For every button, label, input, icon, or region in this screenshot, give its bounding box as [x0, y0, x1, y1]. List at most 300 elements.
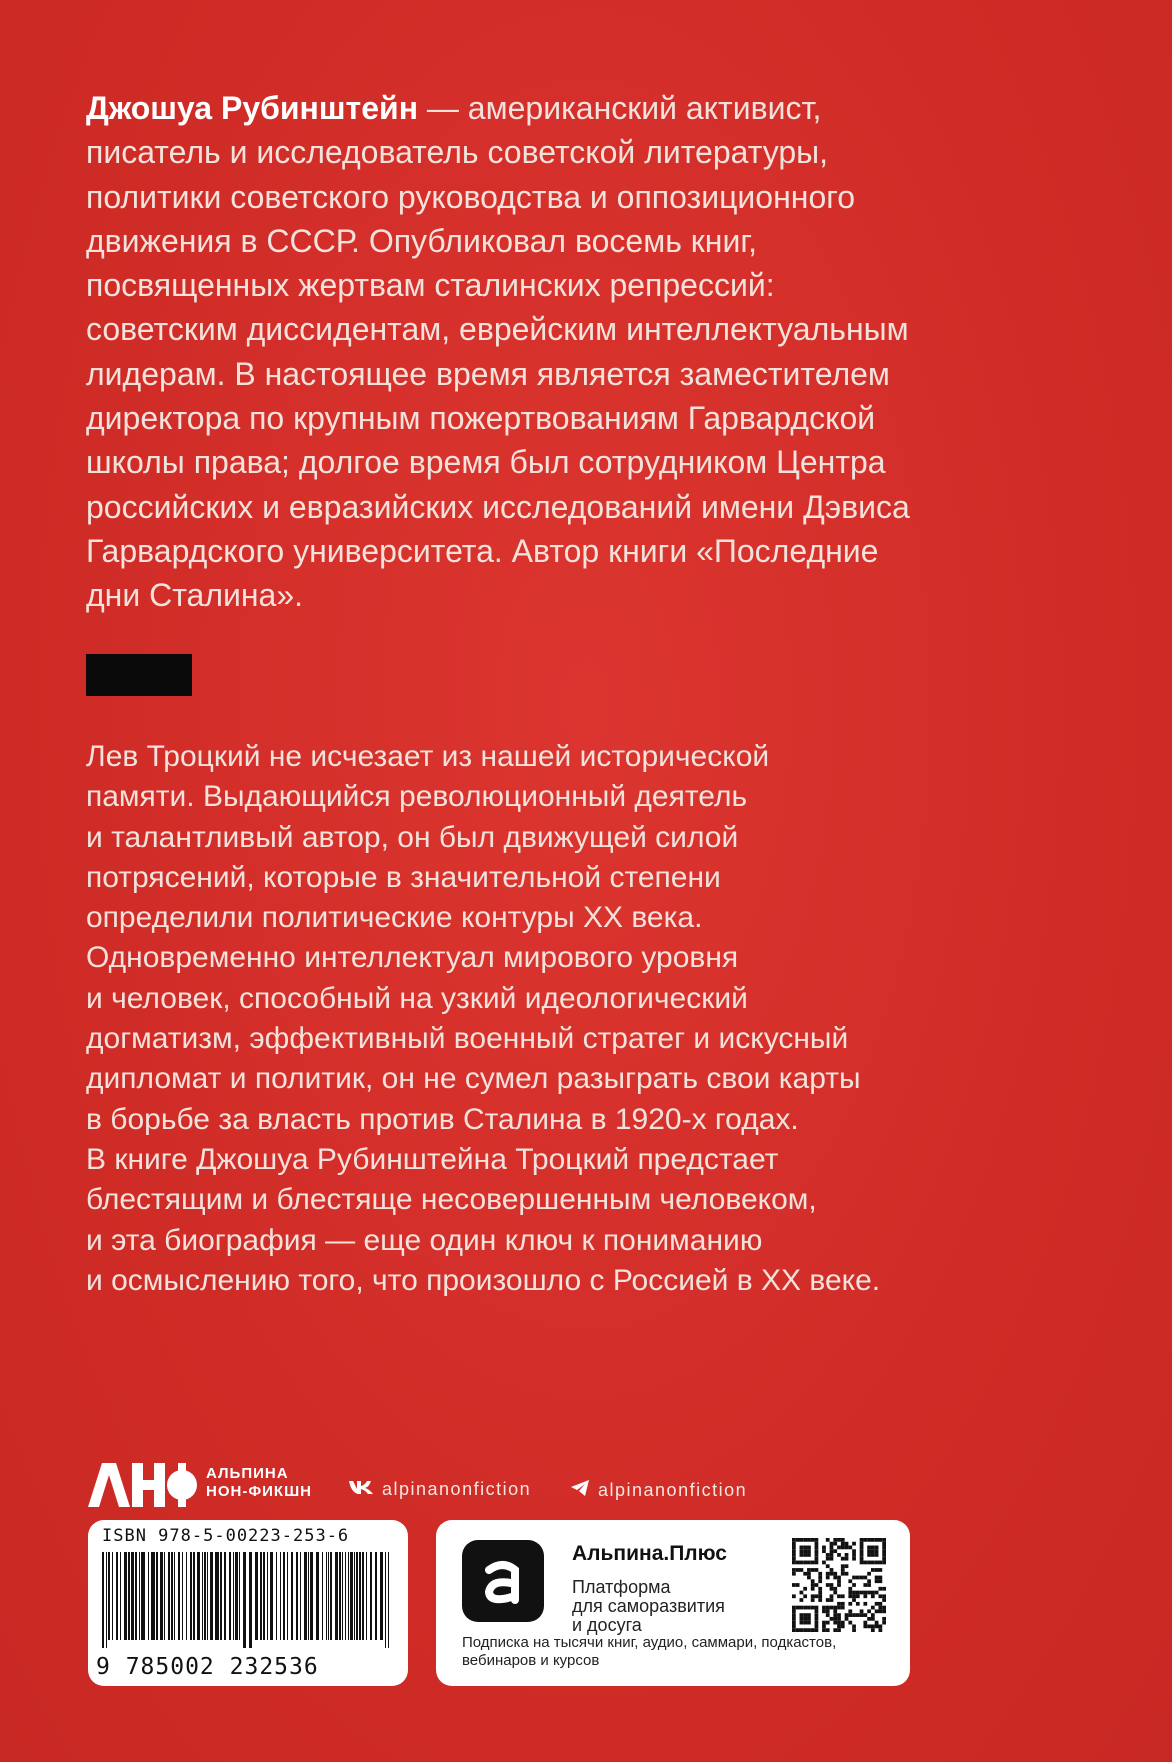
- telegram-icon: [570, 1479, 590, 1502]
- qr-module: [878, 1628, 882, 1632]
- qr-module: [878, 1538, 882, 1542]
- qr-module: [822, 1621, 826, 1625]
- barcode-bar: [128, 1552, 130, 1640]
- barcode-bar: [350, 1552, 353, 1640]
- qr-module: [796, 1628, 800, 1632]
- vk-handle: alpinanonfiction: [382, 1479, 532, 1499]
- barcode-bar: [171, 1552, 173, 1640]
- qr-module: [830, 1572, 834, 1576]
- qr-module: [837, 1602, 841, 1606]
- isbn-barcode-panel: [88, 1520, 408, 1686]
- barcode-bar: [229, 1552, 231, 1640]
- qr-module: [815, 1621, 819, 1625]
- barcode-bar: [330, 1552, 332, 1640]
- qr-module: [867, 1591, 871, 1595]
- qr-module: [792, 1606, 796, 1610]
- barcode-bar: [148, 1552, 149, 1640]
- qr-module: [837, 1621, 841, 1625]
- qr-module: [837, 1624, 841, 1628]
- qr-module: [826, 1609, 830, 1613]
- qr-module: [856, 1613, 860, 1617]
- barcode-digits: 9 785002 232536: [96, 1654, 319, 1680]
- qr-module: [837, 1553, 841, 1557]
- qr-module: [815, 1557, 819, 1561]
- publisher-logo-icon: [88, 1463, 198, 1507]
- qr-module: [826, 1628, 830, 1632]
- annotation-line: В книге Джошуа Рубинштейна Троцкий предстает: [86, 1142, 779, 1176]
- annotation-line: Лев Троцкий не исчезает из нашей исторической: [86, 740, 770, 773]
- qr-module: [867, 1624, 871, 1628]
- qr-module: [800, 1568, 804, 1572]
- qr-module: [807, 1546, 811, 1550]
- barcode-bar: [131, 1552, 134, 1640]
- qr-module: [863, 1613, 867, 1617]
- qr-module: [792, 1553, 796, 1557]
- barcode-bar: [120, 1552, 121, 1640]
- barcode-bar: [276, 1552, 277, 1640]
- qr-module: [800, 1606, 804, 1610]
- barcode-bar: [210, 1552, 213, 1640]
- qr-module: [837, 1613, 841, 1617]
- qr-module: [826, 1553, 830, 1557]
- qr-module: [792, 1583, 796, 1587]
- qr-module: [867, 1546, 871, 1550]
- telegram-link[interactable]: [570, 1479, 747, 1502]
- qr-module: [871, 1568, 875, 1572]
- qr-module: [848, 1591, 852, 1595]
- barcode-bar: [239, 1552, 240, 1640]
- barcode-bar: [190, 1552, 192, 1640]
- qr-module: [841, 1594, 845, 1598]
- qr-module: [860, 1609, 864, 1613]
- qr-module: [863, 1594, 867, 1598]
- qr-module: [815, 1583, 819, 1587]
- qr-module: [792, 1557, 796, 1561]
- qr-module: [803, 1613, 807, 1617]
- qr-module: [826, 1557, 830, 1561]
- qr-module: [871, 1617, 875, 1621]
- qr-module: [878, 1579, 882, 1583]
- bio-line: писатель и исследователь советской литературы,: [86, 134, 829, 171]
- barcode-bar: [280, 1552, 281, 1640]
- qr-module: [875, 1549, 879, 1553]
- qr-module: [875, 1568, 879, 1572]
- qr-module: [848, 1587, 852, 1591]
- barcode-bar: [388, 1552, 389, 1648]
- qr-module: [822, 1628, 826, 1632]
- qr-module: [815, 1609, 819, 1613]
- barcode-bar: [193, 1552, 195, 1640]
- barcode-bar: [385, 1552, 386, 1648]
- qr-module: [841, 1606, 845, 1610]
- publisher-name-line1: АЛЬПИНА: [206, 1465, 289, 1482]
- vk-icon: [348, 1479, 374, 1500]
- alpina-plus-tagline: [572, 1578, 752, 1635]
- barcode-bar: [151, 1552, 155, 1640]
- qr-module: [856, 1591, 860, 1595]
- qr-module: [800, 1546, 804, 1550]
- qr-module: [811, 1606, 815, 1610]
- qr-module: [807, 1613, 811, 1617]
- qr-module: [860, 1549, 864, 1553]
- qr-module: [867, 1572, 871, 1576]
- bio-line: российских и евразийских исследований имени Дэвиса: [86, 488, 910, 525]
- qr-module: [815, 1617, 819, 1621]
- qr-module: [792, 1613, 796, 1617]
- qr-module: [837, 1628, 841, 1632]
- qr-module: [875, 1538, 879, 1542]
- qr-module: [811, 1579, 815, 1583]
- qr-module: [792, 1617, 796, 1621]
- qr-module: [830, 1546, 834, 1550]
- bio-line: директора по крупным пожертвованиям Гарвардской: [86, 400, 876, 437]
- qr-module: [852, 1613, 856, 1617]
- qr-module: [792, 1628, 796, 1632]
- qr-module: [807, 1568, 811, 1572]
- barcode-bar: [215, 1552, 219, 1640]
- qr-module: [860, 1576, 864, 1580]
- qr-module: [871, 1606, 875, 1610]
- qr-module: [833, 1538, 837, 1542]
- qr-module: [845, 1572, 849, 1576]
- qr-module: [815, 1561, 819, 1565]
- qr-module: [875, 1561, 879, 1565]
- annotation-line: потрясений, которые в значительной степени: [86, 860, 721, 894]
- bio-line: движения в СССР. Опубликовал восемь книг,: [86, 222, 757, 259]
- barcode-bar: [356, 1552, 358, 1640]
- qr-module: [830, 1549, 834, 1553]
- qr-module: [867, 1609, 871, 1613]
- bio-first-line-rest: — американский активист,: [418, 90, 822, 126]
- annotation-line: и человек, способный на узкий идеологический: [86, 981, 748, 1015]
- qr-module: [863, 1538, 867, 1542]
- bio-line: Гарвардского университета. Автор книги «Последние: [86, 532, 879, 569]
- qr-module: [815, 1613, 819, 1617]
- qr-module: [841, 1572, 845, 1576]
- qr-module: [841, 1624, 845, 1628]
- qr-module: [852, 1549, 856, 1553]
- qr-module: [882, 1546, 886, 1550]
- qr-module: [818, 1594, 822, 1598]
- barcode-bar: [326, 1552, 327, 1640]
- qr-module: [826, 1538, 830, 1542]
- qr-module: [833, 1591, 837, 1595]
- qr-module: [807, 1621, 811, 1625]
- qr-module: [845, 1613, 849, 1617]
- qr-module: [882, 1621, 886, 1625]
- barcode-bar: [233, 1552, 234, 1640]
- qr-module: [875, 1546, 879, 1550]
- qr-module: [803, 1617, 807, 1621]
- qr-module: [833, 1587, 837, 1591]
- qr-module: [830, 1606, 834, 1610]
- qr-module: [815, 1549, 819, 1553]
- divider-bar: [86, 654, 192, 696]
- qr-module: [800, 1628, 804, 1632]
- qr-module: [867, 1579, 871, 1583]
- qr-module: [818, 1579, 822, 1583]
- qr-module: [800, 1591, 804, 1595]
- annotation-line: Одновременно интеллектуал мирового уровня: [86, 941, 739, 975]
- qr-module: [822, 1561, 826, 1565]
- qr-module: [875, 1591, 879, 1595]
- qr-module: [800, 1553, 804, 1557]
- qr-module: [878, 1606, 882, 1610]
- qr-module: [856, 1576, 860, 1580]
- qr-module: [811, 1594, 815, 1598]
- qr-module: [837, 1606, 841, 1610]
- qr-module: [878, 1609, 882, 1613]
- qr-module: [875, 1576, 879, 1580]
- qr-module: [860, 1561, 864, 1565]
- qr-module: [807, 1628, 811, 1632]
- annotation-line: определили политические контуры XX века.: [86, 901, 703, 935]
- qr-module: [852, 1591, 856, 1595]
- barcode-bar: [296, 1552, 298, 1640]
- qr-module: [845, 1564, 849, 1568]
- qr-module: [803, 1621, 807, 1625]
- qr-module: [867, 1583, 871, 1587]
- qr-module: [871, 1561, 875, 1565]
- qr-module: [803, 1606, 807, 1610]
- bio-line: лидерам. В настоящее время является заместителем: [86, 355, 890, 392]
- qr-module: [878, 1561, 882, 1565]
- qr-module: [815, 1568, 819, 1572]
- qr-module: [841, 1568, 845, 1572]
- qr-module: [852, 1557, 856, 1561]
- qr-module: [815, 1542, 819, 1546]
- qr-module: [811, 1587, 815, 1591]
- barcode-bar: [366, 1552, 367, 1640]
- qr-module: [878, 1624, 882, 1628]
- barcode-bar: [197, 1552, 200, 1640]
- qr-module: [796, 1583, 800, 1587]
- qr-module: [871, 1613, 875, 1617]
- qr-module: [875, 1602, 879, 1606]
- qr-module: [830, 1594, 834, 1598]
- qr-module: [841, 1538, 845, 1542]
- qr-module: [826, 1621, 830, 1625]
- qr-module: [848, 1613, 852, 1617]
- qr-module: [826, 1583, 830, 1587]
- tagline-line: и досуга: [572, 1615, 642, 1635]
- qr-module: [830, 1568, 834, 1572]
- vk-link[interactable]: [348, 1479, 531, 1500]
- qr-module: [830, 1553, 834, 1557]
- qr-module: [848, 1579, 852, 1583]
- qr-module: [860, 1542, 864, 1546]
- barcode-bar: [316, 1552, 319, 1640]
- qr-module: [837, 1579, 841, 1583]
- barcode-bar: [342, 1552, 343, 1640]
- qr-module: [852, 1624, 856, 1628]
- barcode-bar: [270, 1552, 273, 1640]
- qr-module: [871, 1594, 875, 1598]
- barcode-bar: [300, 1552, 301, 1640]
- qr-module: [882, 1606, 886, 1610]
- qr-module: [800, 1598, 804, 1602]
- qr-module: [878, 1594, 882, 1598]
- qr-module: [830, 1583, 834, 1587]
- barcode-bar: [287, 1552, 288, 1640]
- barcode-bar: [370, 1552, 372, 1640]
- qr-module: [803, 1572, 807, 1576]
- barcode-bar: [224, 1552, 226, 1640]
- qr-module: [833, 1609, 837, 1613]
- qr-module: [830, 1598, 834, 1602]
- barcode-bar: [380, 1552, 383, 1640]
- qr-module: [863, 1561, 867, 1565]
- barcode-bar: [156, 1552, 158, 1640]
- qr-module: [875, 1579, 879, 1583]
- qr-module: [841, 1621, 845, 1625]
- qr-module: [818, 1587, 822, 1591]
- qr-module: [800, 1621, 804, 1625]
- qr-module: [875, 1609, 879, 1613]
- qr-module: [867, 1538, 871, 1542]
- barcode-bar: [108, 1552, 110, 1640]
- barcode-bar: [168, 1552, 170, 1640]
- barcode-bar: [141, 1552, 145, 1640]
- author-name: Джошуа Рубинштейн: [86, 90, 419, 126]
- qr-module: [833, 1628, 837, 1632]
- qr-module: [837, 1617, 841, 1621]
- qr-module: [852, 1598, 856, 1602]
- annotation-line: дипломат и политик, он не сумел разыграть свои карты: [86, 1062, 861, 1096]
- alpina-plus-logo-icon: [462, 1540, 544, 1622]
- barcode-bar: [359, 1552, 361, 1640]
- qr-module: [882, 1538, 886, 1542]
- qr-module: [807, 1606, 811, 1610]
- qr-module: [803, 1587, 807, 1591]
- qr-module: [811, 1598, 815, 1602]
- qr-module: [841, 1564, 845, 1568]
- qr-module: [845, 1617, 849, 1621]
- qr-module: [796, 1561, 800, 1565]
- qr-module: [792, 1542, 796, 1546]
- qr-module: [826, 1613, 830, 1617]
- barcode-bar: [202, 1552, 203, 1640]
- qr-module: [856, 1602, 860, 1606]
- qr-module: [792, 1594, 796, 1598]
- qr-module: [845, 1542, 849, 1546]
- qr-module: [860, 1591, 864, 1595]
- qr-module: [796, 1538, 800, 1542]
- qr-module: [815, 1624, 819, 1628]
- barcode-bar: [102, 1552, 104, 1648]
- qr-module: [792, 1609, 796, 1613]
- qr-module: [800, 1561, 804, 1565]
- qr-module: [860, 1557, 864, 1561]
- annotation-line: блестящим и блестяще несовершенным человеком,: [86, 1183, 817, 1217]
- tagline-line: для саморазвития: [572, 1596, 725, 1616]
- author-bio: [86, 86, 1086, 618]
- qr-module: [800, 1617, 804, 1621]
- qr-module: [822, 1609, 826, 1613]
- barcode-bar: [267, 1552, 268, 1640]
- qr-module: [871, 1546, 875, 1550]
- qr-module: [833, 1621, 837, 1625]
- qr-module: [882, 1594, 886, 1598]
- qr-module: [833, 1542, 837, 1546]
- barcode-bar: [106, 1552, 107, 1648]
- qr-module: [833, 1606, 837, 1610]
- barcode-bar: [112, 1552, 113, 1640]
- qr-module: [818, 1591, 822, 1595]
- qr-module: [807, 1572, 811, 1576]
- qr-module: [815, 1546, 819, 1550]
- qr-module: [800, 1538, 804, 1542]
- qr-module: [882, 1557, 886, 1561]
- qr-module: [875, 1553, 879, 1557]
- barcode-bar: [304, 1552, 307, 1640]
- barcode-bar: [178, 1552, 180, 1640]
- qr-module: [871, 1538, 875, 1542]
- qr-module: [826, 1598, 830, 1602]
- qr-module: [882, 1587, 886, 1591]
- qr-module: [882, 1609, 886, 1613]
- qr-module: [807, 1576, 811, 1580]
- qr-module: [863, 1602, 867, 1606]
- qr-module: [848, 1594, 852, 1598]
- qr-module: [830, 1617, 834, 1621]
- barcode-bar: [220, 1552, 222, 1640]
- qr-module: [882, 1598, 886, 1602]
- alpina-plus-description: Подписка на тысячи книг, аудио, саммари, подкастов, вебинаров и курсов: [462, 1634, 837, 1669]
- barcode-bar: [310, 1552, 313, 1640]
- barcode-bar: [235, 1552, 238, 1640]
- qr-module: [818, 1576, 822, 1580]
- barcode-bar: [263, 1552, 265, 1640]
- barcode-bar: [182, 1552, 183, 1640]
- qr-module: [878, 1576, 882, 1580]
- qr-module: [815, 1553, 819, 1557]
- isbn-label: ISBN 978-5-00223-253-6: [102, 1526, 350, 1546]
- qr-module: [837, 1538, 841, 1542]
- barcode-bar: [348, 1552, 349, 1640]
- barcode-bar: [339, 1552, 341, 1640]
- qr-module: [826, 1572, 830, 1576]
- book-annotation: [86, 737, 1086, 1301]
- barcode-icon: [102, 1552, 394, 1648]
- qr-module: [800, 1549, 804, 1553]
- qr-module: [875, 1624, 879, 1628]
- barcode-bar: [124, 1552, 127, 1640]
- qr-module: [826, 1564, 830, 1568]
- qr-module: [811, 1568, 815, 1572]
- barcode-bar: [291, 1552, 293, 1640]
- qr-module: [811, 1561, 815, 1565]
- qr-module: [848, 1602, 852, 1606]
- qr-module: [863, 1624, 867, 1628]
- qr-module: [852, 1576, 856, 1580]
- qr-module: [837, 1583, 841, 1587]
- alpina-plus-panel[interactable]: [436, 1520, 910, 1686]
- barcode-bar: [362, 1552, 364, 1640]
- qr-module: [833, 1549, 837, 1553]
- qr-module: [860, 1553, 864, 1557]
- qr-module: [807, 1538, 811, 1542]
- qr-module: [837, 1576, 841, 1580]
- qr-module: [811, 1628, 815, 1632]
- barcode-bar: [204, 1552, 206, 1640]
- qr-module: [815, 1606, 819, 1610]
- qr-code-icon[interactable]: [792, 1538, 886, 1632]
- qr-module: [852, 1583, 856, 1587]
- qr-module: [792, 1546, 796, 1550]
- qr-module: [807, 1561, 811, 1565]
- barcode-bar: [160, 1552, 163, 1640]
